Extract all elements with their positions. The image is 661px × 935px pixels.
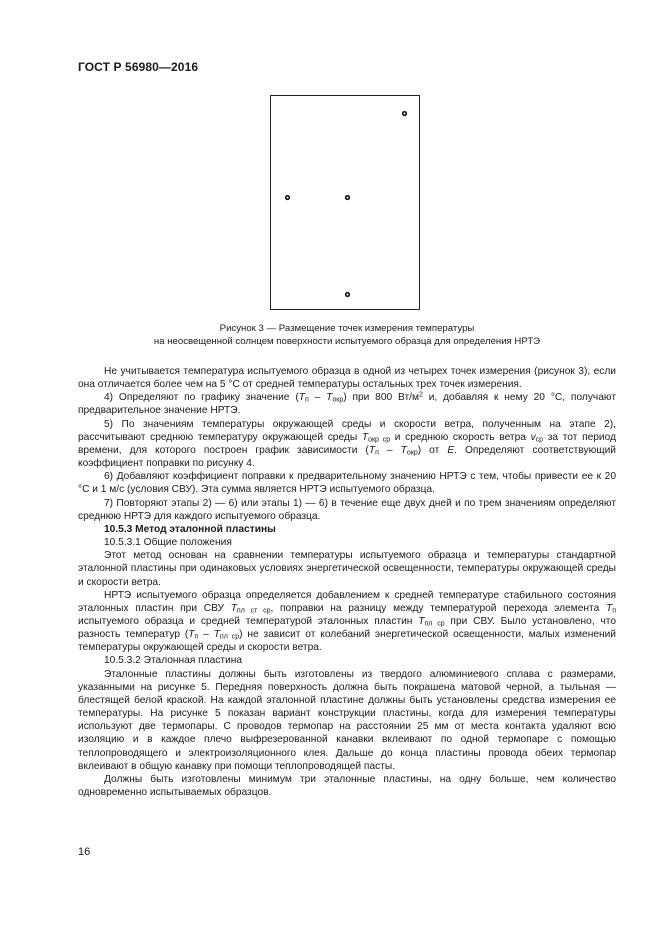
paragraph: Должны быть изготовлены минимум три эталонные пластины, на одну больше, чем количество одновременно испытываемых образцов.: [78, 773, 616, 798]
page-number: 16: [78, 846, 91, 858]
body-text: [78, 365, 616, 799]
figure-caption: [78, 322, 616, 348]
paragraph: Не учитывается температура испытуемого образца в одной из четырех точек измерения (рисунок 3), если она отличается более чем на 5 °С от средней температуры остальных трех точек измерения.: [78, 366, 616, 391]
figure-3: [270, 95, 420, 310]
measurement-point-bottom: [344, 291, 351, 298]
paragraph-step-7: 7) Повторяют этапы 2) — 6) или этапы 1) — 6) в течение еще двух дней и по трем значениям определяют среднюю НРТЭ для каждого испытуемого образца.: [78, 497, 616, 522]
measurement-point-middle-left: [284, 194, 291, 201]
caption-line-2: на неосвещенной солнцем поверхности испытуемого образца для определения НРТЭ: [153, 336, 541, 347]
measurement-point-top-right: [401, 110, 408, 117]
page-header: ГОСТ Р 56980—2016: [78, 60, 199, 74]
section-heading: 10.5.3 Метод эталонной пластины: [104, 523, 276, 535]
paragraph: НРТЭ испытуемого образца определяется добавлением к средней температуре стабильного состояния эталонных пластин при СВУ $T_{пл ст ср}$, поправки на разницу между температурой перехода элемента $T_п$ испытуемого образца и средней температурой эталонных пластин $T_{пл ср}$ при СВУ. Было установлено, что разность температур $(T_п - T_{пл ср})$ не зависит от колебаний энергетической освещенности, малых изменений температуры окружающей среды и скорости ветра.: [78, 589, 616, 654]
subsection-heading: 10.5.3.2 Эталонная пластина: [104, 655, 243, 667]
measurement-point-center: [344, 194, 351, 201]
subsection-heading: 10.5.3.1 Общие положения: [104, 537, 232, 549]
paragraph-step-4: 4) Определяют по графику значение $(T_п - T_{окр})$ при 800 $Вт/м^2$ и, добавляя к нему 20 °С, получают предварительное значение НРТЭ.: [78, 391, 616, 417]
caption-line-1: Рисунок 3 — Размещение точек измерения температуры: [219, 323, 475, 334]
paragraph-step-6: 6) Добавляют коэффициент поправки к предварительному значению НРТЭ с тем, чтобы привести ее к 20 °С и 1 м/с (условия СВУ). Эта сумма является НРТЭ испытуемого образца.: [78, 471, 616, 496]
paragraph-step-5: 5) По значениям температуры окружающей среды и скорости ветра, полученным на этапе 2), рассчитывают среднюю температуру окружающей среды $T_{окр ср}$ и среднюю скорость ветра $v_{ср}$ за тот период времени, для которого построен график зависимости $(T_п - T_{окр})$ от E. Определяют соответствующий коэффициент поправки по рисунку 4.: [78, 418, 617, 470]
paragraph: Этот метод основан на сравнении температуры испытуемого образца и температуры стандартной эталонной пластины при одинаковых условиях энергетической освещенности, температуры окружающей среды и скорости ветра.: [78, 550, 616, 588]
paragraph: Эталонные пластины должны быть изготовлены из твердого алюминиевого сплава с размерами, указанными на рисунке 5. Передняя поверхность должна быть покрашена матовой черной, а тыльная — блестящей белой краской. На каждой эталонной пластине должны быть установлены средства измерения ее температуры. На рисунке 5 показан вариант конструкции пластины, когда для измерения температуры используют две термопары. С проводов термопар на расстоянии 25 мм от места контакта удаляют всю изоляцию и в каждое плечо выфрезерованной канавки вклеивают по одной термопаре с помощью теплопроводящего и электроизоляционного клея. Дальше до конца пластины провода обеих термопар вклеивают в общую канавку при помощи теплопроводящей пасты.: [78, 668, 616, 772]
